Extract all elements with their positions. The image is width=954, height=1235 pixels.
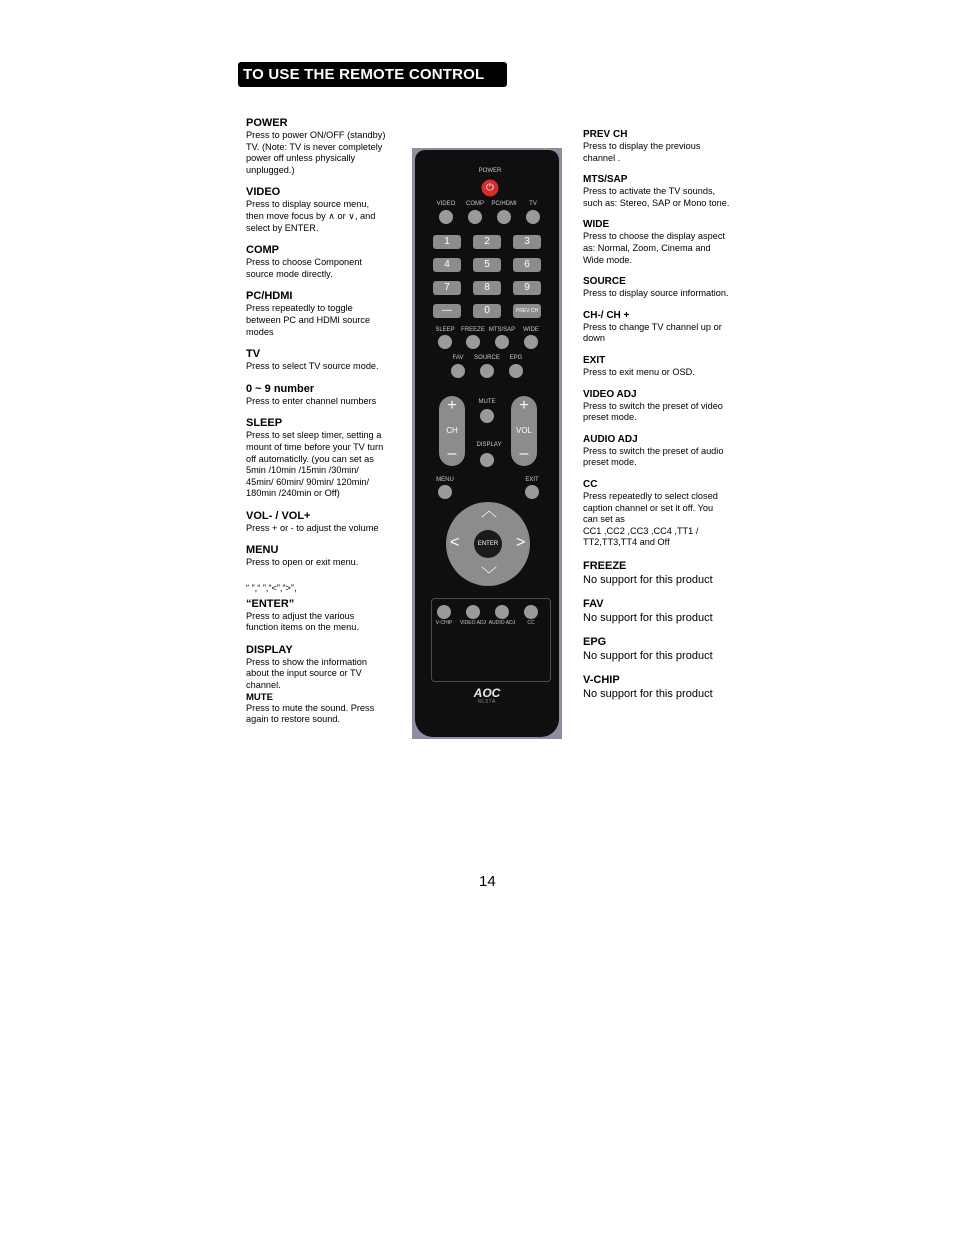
entry-desc: Press to adjust the various function items on the menu.: [246, 610, 359, 633]
freeze-button-icon: [466, 335, 480, 349]
arrow-down-icon: ﹀: [481, 567, 498, 584]
entry-tv: [246, 348, 406, 373]
brand-logo: AOC: [473, 686, 501, 700]
entry-title: SLEEP: [246, 417, 283, 430]
entry-desc: Press to mute the sound. Press again to restore sound.: [246, 702, 375, 725]
entry-menu: [246, 544, 406, 569]
remote-label-sleep: SLEEP: [435, 327, 455, 333]
entry-title: CH-/ CH +: [583, 309, 630, 321]
volume-rocker: [511, 396, 537, 466]
entry-desc: Press to activate the TV sounds, such as: Stereo, SAP or Mono tone.: [583, 186, 730, 208]
remote-label-comp: COMP: [466, 201, 484, 207]
key-1: 1: [433, 235, 461, 249]
fav-button-icon: [451, 364, 465, 378]
entry-title: V-CHIP: [583, 673, 620, 686]
entry-title: WIDE: [583, 219, 610, 231]
entry-title: PC/HDMI: [246, 290, 293, 303]
enter-button-icon: ENTER: [474, 530, 502, 558]
entry-video-adj: [583, 389, 753, 424]
entry-title: FAV: [583, 597, 604, 610]
epg-button-icon: [509, 364, 523, 378]
entry-display: [246, 644, 406, 692]
remote-label-video-adj: VIDEO ADJ: [459, 620, 487, 626]
tv-button-icon: [526, 210, 540, 224]
entry-audio-adj: [583, 434, 753, 469]
remote-control-illustration: [415, 150, 559, 737]
minus-icon: –: [447, 445, 457, 462]
direction-pad: [446, 502, 530, 586]
menu-button-icon: [438, 485, 452, 499]
entry-desc: Press to switch the preset of audio preset mode.: [583, 445, 724, 468]
entry-title: CC: [583, 478, 598, 490]
plus-icon: +: [519, 397, 529, 414]
model-label: RL57A: [478, 699, 496, 705]
remote-label-exit: EXIT: [525, 477, 539, 483]
entry-enter: [246, 583, 406, 634]
entry-desc: Press to choose the display aspect as: Normal, Zoom, Cinema and Wide mode.: [583, 231, 725, 265]
entry-cc: [583, 479, 753, 549]
wide-button-icon: [524, 335, 538, 349]
sleep-button-icon: [438, 335, 452, 349]
pchdmi-button-icon: [497, 210, 511, 224]
entry-desc: Press to choose Component source mode directly.: [246, 257, 362, 279]
ch-label: CH: [446, 426, 458, 435]
entry-title: EPG: [583, 635, 607, 648]
vchip-button-icon: [437, 605, 451, 619]
entry-desc: No support for this product: [583, 649, 713, 662]
key-9: 9: [513, 281, 541, 295]
entry-desc: Press to display source information.: [583, 288, 729, 299]
entry-title: MENU: [246, 544, 279, 557]
remote-label-fav: FAV: [452, 355, 464, 361]
entry-sleep: [246, 417, 406, 500]
entry-numbers: [246, 383, 406, 408]
remote-label-menu: MENU: [436, 477, 454, 483]
entry-pc-hdmi: [246, 290, 406, 338]
right-description-column: [583, 129, 753, 711]
entry-vchip: [583, 673, 753, 701]
key-2: 2: [473, 235, 501, 249]
key-8: 8: [473, 281, 501, 295]
entry-desc: Press to open or exit menu.: [246, 557, 359, 568]
key-5: 5: [473, 258, 501, 272]
remote-label-mute: MUTE: [478, 399, 496, 405]
entry-volume: [246, 510, 406, 535]
entry-mts-sap: [583, 174, 753, 209]
entry-desc: Press to enter channel numbers: [246, 395, 377, 406]
remote-label-tv: TV: [529, 201, 537, 207]
arrow-up-icon: ︿: [481, 503, 498, 520]
remote-label-display: DISPLAY: [476, 442, 502, 448]
entry-desc: Press to switch the preset of video preset mode.: [583, 400, 723, 423]
entry-desc: Press to exit menu or OSD.: [583, 366, 695, 377]
entry-freeze: [583, 559, 753, 587]
remote-label-epg: EPG: [509, 355, 523, 361]
entry-title: PREV CH: [583, 129, 628, 140]
entry-source: [583, 276, 753, 300]
display-button-icon: [480, 453, 494, 467]
mtssap-button-icon: [495, 335, 509, 349]
entry-mute: [246, 692, 406, 726]
power-icon: ⏻: [482, 180, 499, 197]
remote-label-freeze: FREEZE: [461, 327, 485, 333]
remote-image-frame: [412, 148, 562, 739]
entry-desc: Press to display source menu, then move focus by ∧ or ∨, and select by ENTER.: [246, 199, 376, 233]
remote-label-video: VIDEO: [436, 201, 456, 207]
entry-title: TV: [246, 348, 261, 361]
vol-label: VOL: [515, 426, 532, 435]
entry-prev-ch: [583, 129, 753, 164]
entry-fav: [583, 597, 753, 625]
entry-title: VOL- / VOL+: [246, 509, 311, 522]
entry-title: VIDEO ADJ: [583, 388, 637, 400]
entry-wide: [583, 219, 753, 266]
arrow-right-icon: >: [516, 534, 526, 551]
remote-label-vchip: V-CHIP: [435, 620, 453, 626]
key-4: 4: [433, 258, 461, 272]
remote-label-cc: CC: [527, 620, 535, 626]
key-6: 6: [513, 258, 541, 272]
left-description-column: [246, 117, 406, 736]
minus-icon: –: [519, 445, 529, 462]
entry-desc: Press to show the information about the input source or TV channel.: [246, 656, 368, 691]
entry-video: [246, 186, 406, 234]
remote-label-audio-adj: AUDIO ADJ: [488, 620, 516, 626]
key-0: 0: [473, 304, 501, 318]
arrow-left-icon: <: [450, 534, 460, 551]
entry-title: “ENTER”: [246, 597, 295, 610]
key-7: 7: [433, 281, 461, 295]
entry-epg: [583, 635, 753, 663]
remote-label-pchdmi: PC/HDMI: [491, 201, 517, 207]
entry-desc: Press to power ON/OFF (standby) TV. (Note: TV is never completely power off unless physically unplugged.): [246, 130, 386, 175]
source-button-icon: [480, 364, 494, 378]
entry-power: [246, 117, 406, 176]
key-prev-ch: PREV CH: [513, 304, 541, 318]
entry-title: AUDIO ADJ: [583, 433, 638, 445]
entry-exit: [583, 355, 753, 379]
entry-title: COMP: [246, 244, 279, 257]
video-adj-button-icon: [466, 605, 480, 619]
section-title-bar: [238, 62, 507, 87]
entry-comp: [246, 244, 406, 280]
entry-ch: [583, 310, 753, 345]
entry-desc: No support for this product: [583, 573, 713, 586]
entry-desc: Press to change TV channel up or down: [583, 321, 722, 344]
remote-label-mtssap: MTS/SAP: [488, 327, 516, 333]
plus-icon: +: [447, 397, 457, 414]
entry-desc: Press to set sleep timer, setting a mount of time before your TV turn off automaticlly. (you can set as 5min /10min /15min /30min/ 45min/ 60min/ 90min/ 120min/ 180min /240min or Off): [246, 430, 384, 499]
comp-button-icon: [468, 210, 482, 224]
entry-desc: Press repeatedly to toggle between PC and HDMI source modes: [246, 303, 371, 337]
entry-desc: Press repeatedly to select closed caption channel or set it off. You can set as CC1 ,CC2 ,CC3 ,CC4 ,TT1 / TT2,TT3,TT4 and Off: [583, 490, 718, 548]
entry-title: VIDEO: [246, 186, 281, 199]
video-button-icon: [439, 210, 453, 224]
entry-title: MUTE: [246, 691, 273, 703]
nav-symbols: “ ”,“ ”,“<”,“>”,: [246, 583, 297, 594]
entry-desc: Press + or - to adjust the volume: [246, 522, 379, 533]
entry-title: MTS/SAP: [583, 174, 628, 186]
entry-title: POWER: [246, 117, 288, 129]
entry-title: SOURCE: [583, 276, 626, 288]
power-label: POWER: [478, 168, 502, 174]
entry-title: 0 ~ 9 number: [246, 382, 315, 395]
audio-adj-button-icon: [495, 605, 509, 619]
cc-button-icon: [524, 605, 538, 619]
page-number: 14: [479, 873, 496, 890]
remote-label-source: SOURCE: [474, 355, 500, 361]
entry-desc: No support for this product: [583, 611, 713, 624]
key-3: 3: [513, 235, 541, 249]
remote-label-wide: WIDE: [523, 327, 539, 333]
mute-button-icon: [480, 409, 494, 423]
entry-title: EXIT: [583, 354, 606, 366]
entry-desc: Press to select TV source mode.: [246, 361, 379, 372]
key-dash: —: [433, 304, 461, 318]
section-title: TO USE THE REMOTE CONTROL: [243, 66, 485, 83]
entry-title: FREEZE: [583, 559, 627, 572]
channel-rocker: [439, 396, 465, 466]
entry-desc: No support for this product: [583, 687, 713, 700]
exit-button-icon: [525, 485, 539, 499]
entry-title: DISPLAY: [246, 643, 293, 656]
entry-desc: Press to display the previous channel .: [583, 141, 701, 163]
